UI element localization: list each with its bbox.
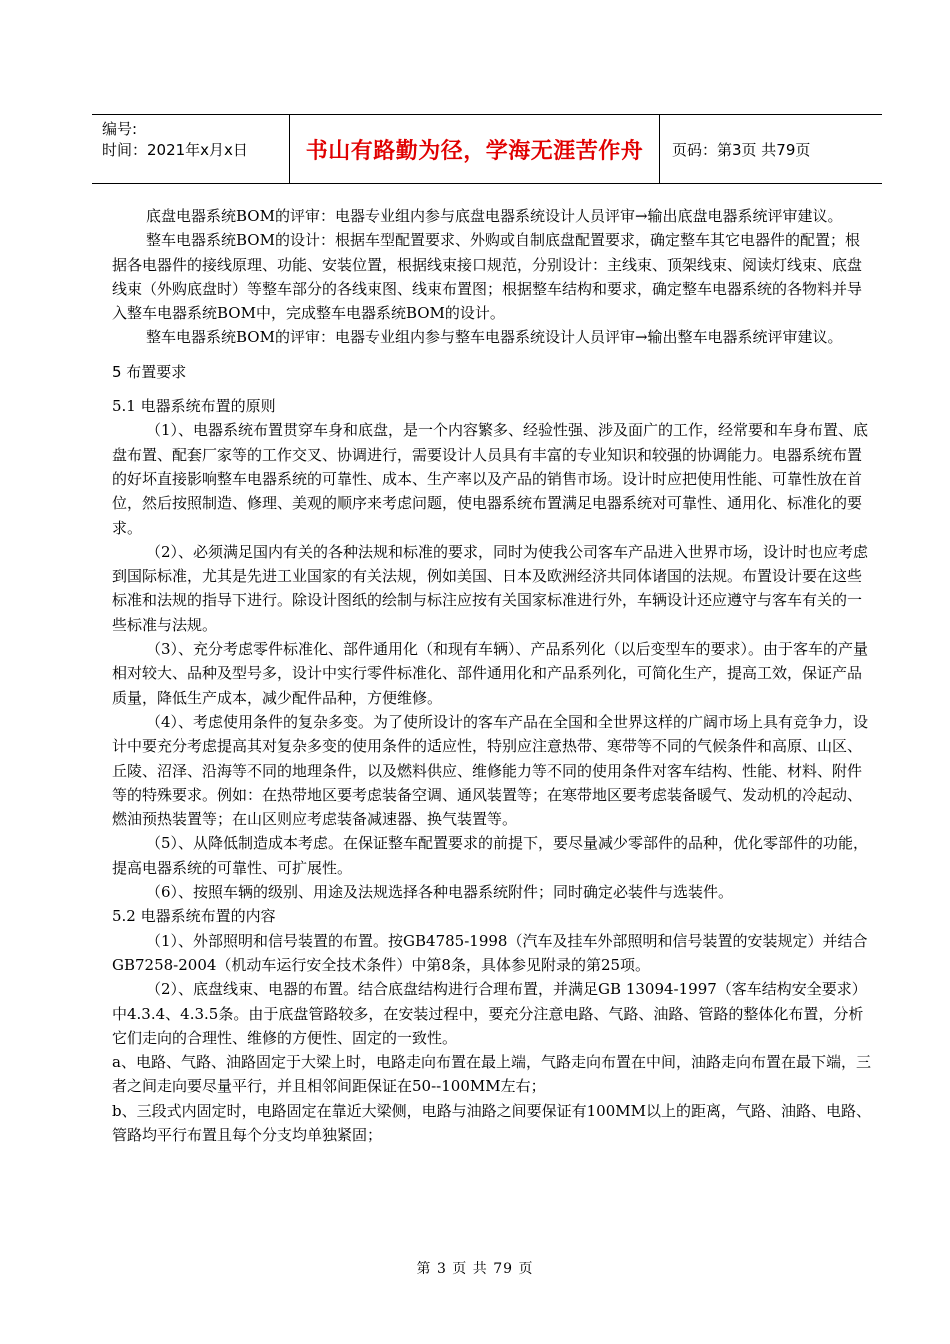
- content-item-a: a、电路、气路、油路固定于大梁上时，电路走向布置在最上端，气路走向布置在中间，油路走向布置在最下端，三者之间走向要尽量平行，并且相邻间距保证在50--100MM左右；: [112, 1053, 871, 1096]
- section-heading-5: 5 布置要求: [112, 362, 187, 381]
- document-header: [92, 114, 882, 184]
- document-time-label: 时间：2021年x月x日: [102, 141, 248, 159]
- paragraph-vehicle-bom-design: 整车电器系统BOM的设计：根据车型配置要求、外购或自制底盘配置要求，确定整车其它电器件的配置；根据各电器件的接线原理、功能、安装位置，根据线束接口规范，分别设计：主线束、顶架线束、阅读灯线束、底盘线束（外购底盘时）等整车部分的各线束图、线束布置图；根据整车结构和要求，确定整车电器系统的各物料并导入整车电器系统BOM中，完成整车电器系统BOM的设计。: [112, 231, 863, 323]
- paragraph-chassis-bom-review: 底盘电器系统BOM的评审：电器专业组内参与底盘电器系统设计人员评审→输出底盘电器系统评审建议。: [146, 207, 843, 225]
- page-footer: 第 3 页 共 79 页: [416, 1261, 534, 1277]
- content-item-2: （2）、底盘线束、电器的布置。结合底盘结构进行合理布置，并满足GB 13094-1997（客车结构安全要求）中4.3.4、4.3.5条。由于底盘管路较多，在安装过程中，要充分注意电路、气路、油路、管路的整体化布置，分析它们走向的合理性、维修的方便性、固定的一致性。: [112, 980, 867, 1047]
- document-number-label: 编号:: [102, 120, 138, 138]
- header-meta-cell: [92, 115, 290, 183]
- principle-item-4: （4）、考虑使用条件的复杂多变。为了使所设计的客车产品在全国和全世界这样的广阔市场上具有竞争力，设计中要充分考虑提高其对复杂多变的使用条件的适应性，特别应注意热带、寒带等不同的气候条件和高原、山区、丘陵、沼泽、沿海等不同的地理条件，以及燃料供应、维修能力等不同的使用条件对客车结构、性能、材料、附件等的特殊要求。例如：在热带地区要考虑装备空调、通风装置等；在寒带地区要考虑装备暖气、发动机的冷起动、燃油预热装置等；在山区则应考虑装备减速器、换气装置等。: [112, 712, 869, 829]
- document-body: [112, 204, 872, 1147]
- content-item-b: b、三段式内固定时，电路固定在靠近大梁侧，电路与油路之间要保证有100MM以上的距离，气路、油路、电路、管路均平行布置且每个分支均单独紧固；: [112, 1101, 871, 1144]
- principle-item-6: （6）、按照车辆的级别、用途及法规选择各种电器系统附件；同时确定必装件与选装件。: [146, 883, 734, 902]
- principle-item-3: （3）、充分考虑零件标准化、部件通用化（和现有车辆）、产品系列化（以后变型车的要求）。由于客车的产量相对较大、品种及型号多，设计中实行零件标准化、部件通用化和产品系列化，可简化生产，提高工效，保证产品质量，降低生产成本，减少配件品种，方便维修。: [112, 640, 869, 707]
- principle-item-1: （1）、电器系统布置贯穿车身和底盘，是一个内容繁多、经验性强、涉及面广的工作，经常要和车身布置、底盘布置、配套厂家等的工作交叉、协调进行，需要设计人员具有丰富的专业知识和较强的协调能力。电器系统布置的好坏直接影响整车电器系统的可靠性、成本、生产率以及产品的销售市场。设计时应把使用性能、可靠性放在首位，然后按照制造、修理、美观的顺序来考虑问题，使电器系统布置满足电器系统对可靠性、通用化、标准化的要求。: [112, 421, 869, 537]
- principle-item-5: （5）、从降低制造成本考虑。在保证整车配置要求的前提下，要尽量减少零部件的品种，优化零部件的功能，提高电器系统的可靠性、可扩展性。: [112, 834, 869, 877]
- paragraph-vehicle-bom-review: 整车电器系统BOM的评审：电器专业组内参与整车电器系统设计人员评审→输出整车电器系统评审建议。: [146, 328, 843, 347]
- header-motto: 书山有路勤为径，学海无涯苦作舟: [290, 115, 660, 183]
- subsection-heading-5-2: 5.2 电器系统布置的内容: [112, 907, 276, 926]
- content-item-1: （1）、外部照明和信号装置的布置。按GB4785-1998（汽车及挂车外部照明和信号装置的安装规定）并结合GB7258-2004（机动车运行安全技术条件）中第8条，具体参见附录的第25项。: [112, 931, 868, 974]
- header-page-label: 页码：第3页 共79页: [672, 140, 811, 159]
- subsection-heading-5-1: 5.1 电器系统布置的原则: [112, 397, 276, 416]
- principle-item-2: （2）、必须满足国内有关的各种法规和标准的要求，同时为使我公司客车产品进入世界市场，设计时也应考虑到国际标准，尤其是先进工业国家的有关法规，例如美国、日本及欧洲经济共同体诸国的法规。布置设计要在这些标准和法规的指导下进行。除设计图纸的绘制与标注应按有关国家标准进行外，车辆设计还应遵守与客车有关的一些标准与法规。: [112, 542, 869, 634]
